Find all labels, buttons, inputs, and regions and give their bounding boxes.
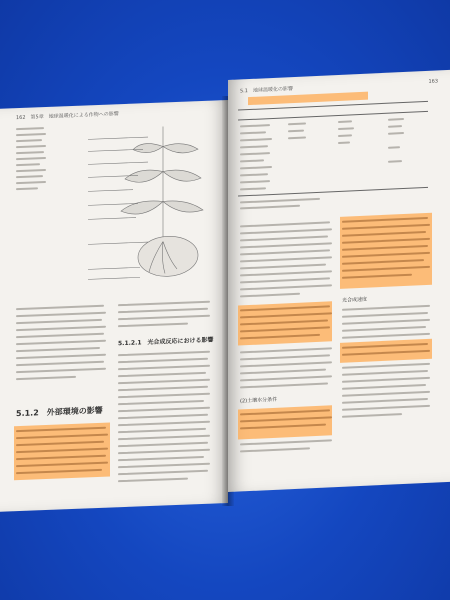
right-col2-more-text <box>228 70 450 80</box>
left-page-header: 162 第5章 地球温暖化による作物への影響 <box>16 111 119 122</box>
left-section-heading-2: 5.1.2 外部環境の影響 <box>16 405 103 419</box>
right-col2-top-text <box>228 70 450 80</box>
right-page-number: 163 <box>428 78 438 85</box>
right-col1-bottom-text <box>228 70 450 80</box>
right-subheading-2: (2)土壌水分条件 <box>240 396 278 405</box>
left-section-heading: 5.1.2.1 光合成反応における影響 <box>118 336 214 348</box>
right-col1-text <box>228 70 450 80</box>
left-col2-text <box>0 100 228 109</box>
right-col2-bottom-text <box>228 70 450 80</box>
left-body-text <box>0 100 228 109</box>
open-book <box>0 72 450 522</box>
data-table <box>228 70 450 80</box>
right-subheading-1: 光合成速度 <box>342 296 368 304</box>
left-highlight-text <box>0 100 228 109</box>
plant-diagram-icon <box>78 114 218 289</box>
right-page <box>228 70 450 492</box>
table-title-highlight <box>248 92 368 105</box>
right-page-header: 5.1 地球温暖化の影響 <box>240 86 293 95</box>
left-figure-caption-block <box>0 100 228 109</box>
right-col1-mid-text <box>228 70 450 80</box>
left-page <box>0 100 228 512</box>
